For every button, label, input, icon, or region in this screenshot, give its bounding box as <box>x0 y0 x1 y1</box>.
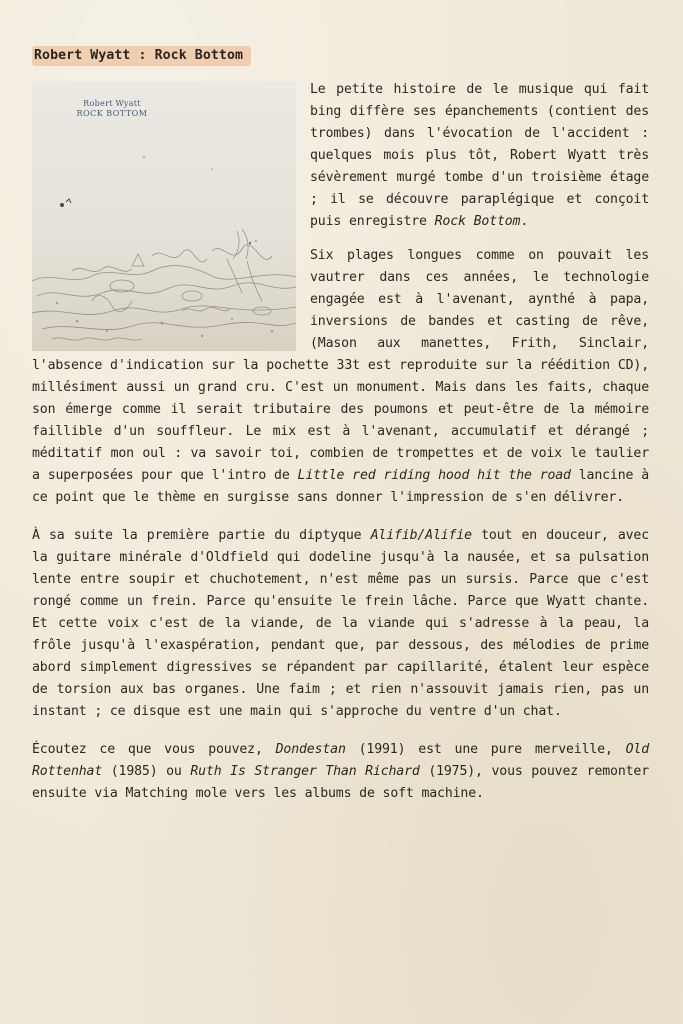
paragraph-4-text-b: (1991) est une pure merveille, <box>345 742 626 757</box>
paragraph-3 <box>32 525 649 723</box>
paragraph-2-text-b: lancine à ce point que le thème en surgisse sans donner l'impression de s'en délivrer. <box>32 468 649 505</box>
paragraph-4-text-d: (1975), vous pouvez remonter ensuite via Matching mole vers les albums de soft machine. <box>32 764 649 801</box>
article-title: Robert Wyatt : Rock Bottom <box>32 46 251 66</box>
album-title-emphasis: Rock Bottom <box>434 214 521 229</box>
track-title-emphasis: Little red riding hood hit the road <box>297 468 571 483</box>
album-title-emphasis: Old Rottenhat <box>32 742 650 779</box>
album-title-emphasis: Ruth Is Stranger Than Richard <box>190 764 420 779</box>
paragraph-4-text-c: (1985) ou <box>102 764 191 779</box>
article-body <box>32 79 649 805</box>
paragraph-2-text-a: Six plages longues comme on pouvait les vautrer dans ces années, le technologie engagée est à l'avenant, aynthé à papa, inversions de bandes et casting de rêve, (Mason aux manettes, Frith, Sinclair, l'absence d'indication sur la pochette 33t est reproduite sur la réédition CD), millésiment aussi un grand cru. C'est un monument. Mais dans les faits, chaque son émerge comme il serait tributaire des poumons et peut-être de la mémoire faillible d'un souffleur. Le mix est à l'avenant, accumulatif et dérangé ; méditatif mon oul : va savoir toi, combien de trompettes et de voix le taulier a superposées pour que l'intro de <box>32 248 649 483</box>
paragraph-3-text-b: tout en douceur, avec la guitare minérale d'Oldfield qui dodeline jusqu'à la nausée, et sa pulsation lente entre soupir et chuchotement, n'est même pas un sursis. Parce que c'est rongé comme un frein. Parce qu'ensuite le frein lâche. Parce que Wyatt chante. Et cette voix c'est de la viande, de la viande qui s'adresse à la peau, la frôle jusqu'à l'exaspération, pendant que, par dessous, des mélodies de prime abord simplement digressives se répandent par capillarité, étalent leur espèce de torsion aux bas organes. Une faim ; et rien n'assouvit jamais rien, pas un instant ; ce disque est une main qui s'approche du ventre d'un chat. <box>32 528 649 719</box>
cover-artist-text: Robert Wyatt <box>83 99 141 108</box>
paragraph-4 <box>32 739 649 805</box>
track-title-emphasis: Alifib/Alifie <box>370 528 472 543</box>
paragraph-1-text: Le petite histoire de le musique qui fait bing diffère ses épanchements (contient des trombes) dans l'évocation de l'accident : quelques mois plus tôt, Robert Wyatt très sévèrement murgé tombe d'un troisième étage ; il se découvre paraplégique et conçoit puis enregistre <box>310 82 649 229</box>
paragraph-4-text-a: Écoutez ce que vous pouvez, <box>32 742 276 757</box>
paragraph-1-end: . <box>520 214 529 229</box>
album-cover-image <box>32 81 296 351</box>
paragraph-3-text-a: À sa suite la première partie du diptyque <box>32 528 371 543</box>
album-title-emphasis: Dondestan <box>275 742 346 757</box>
cover-album-text: ROCK BOTTOM <box>76 109 148 118</box>
